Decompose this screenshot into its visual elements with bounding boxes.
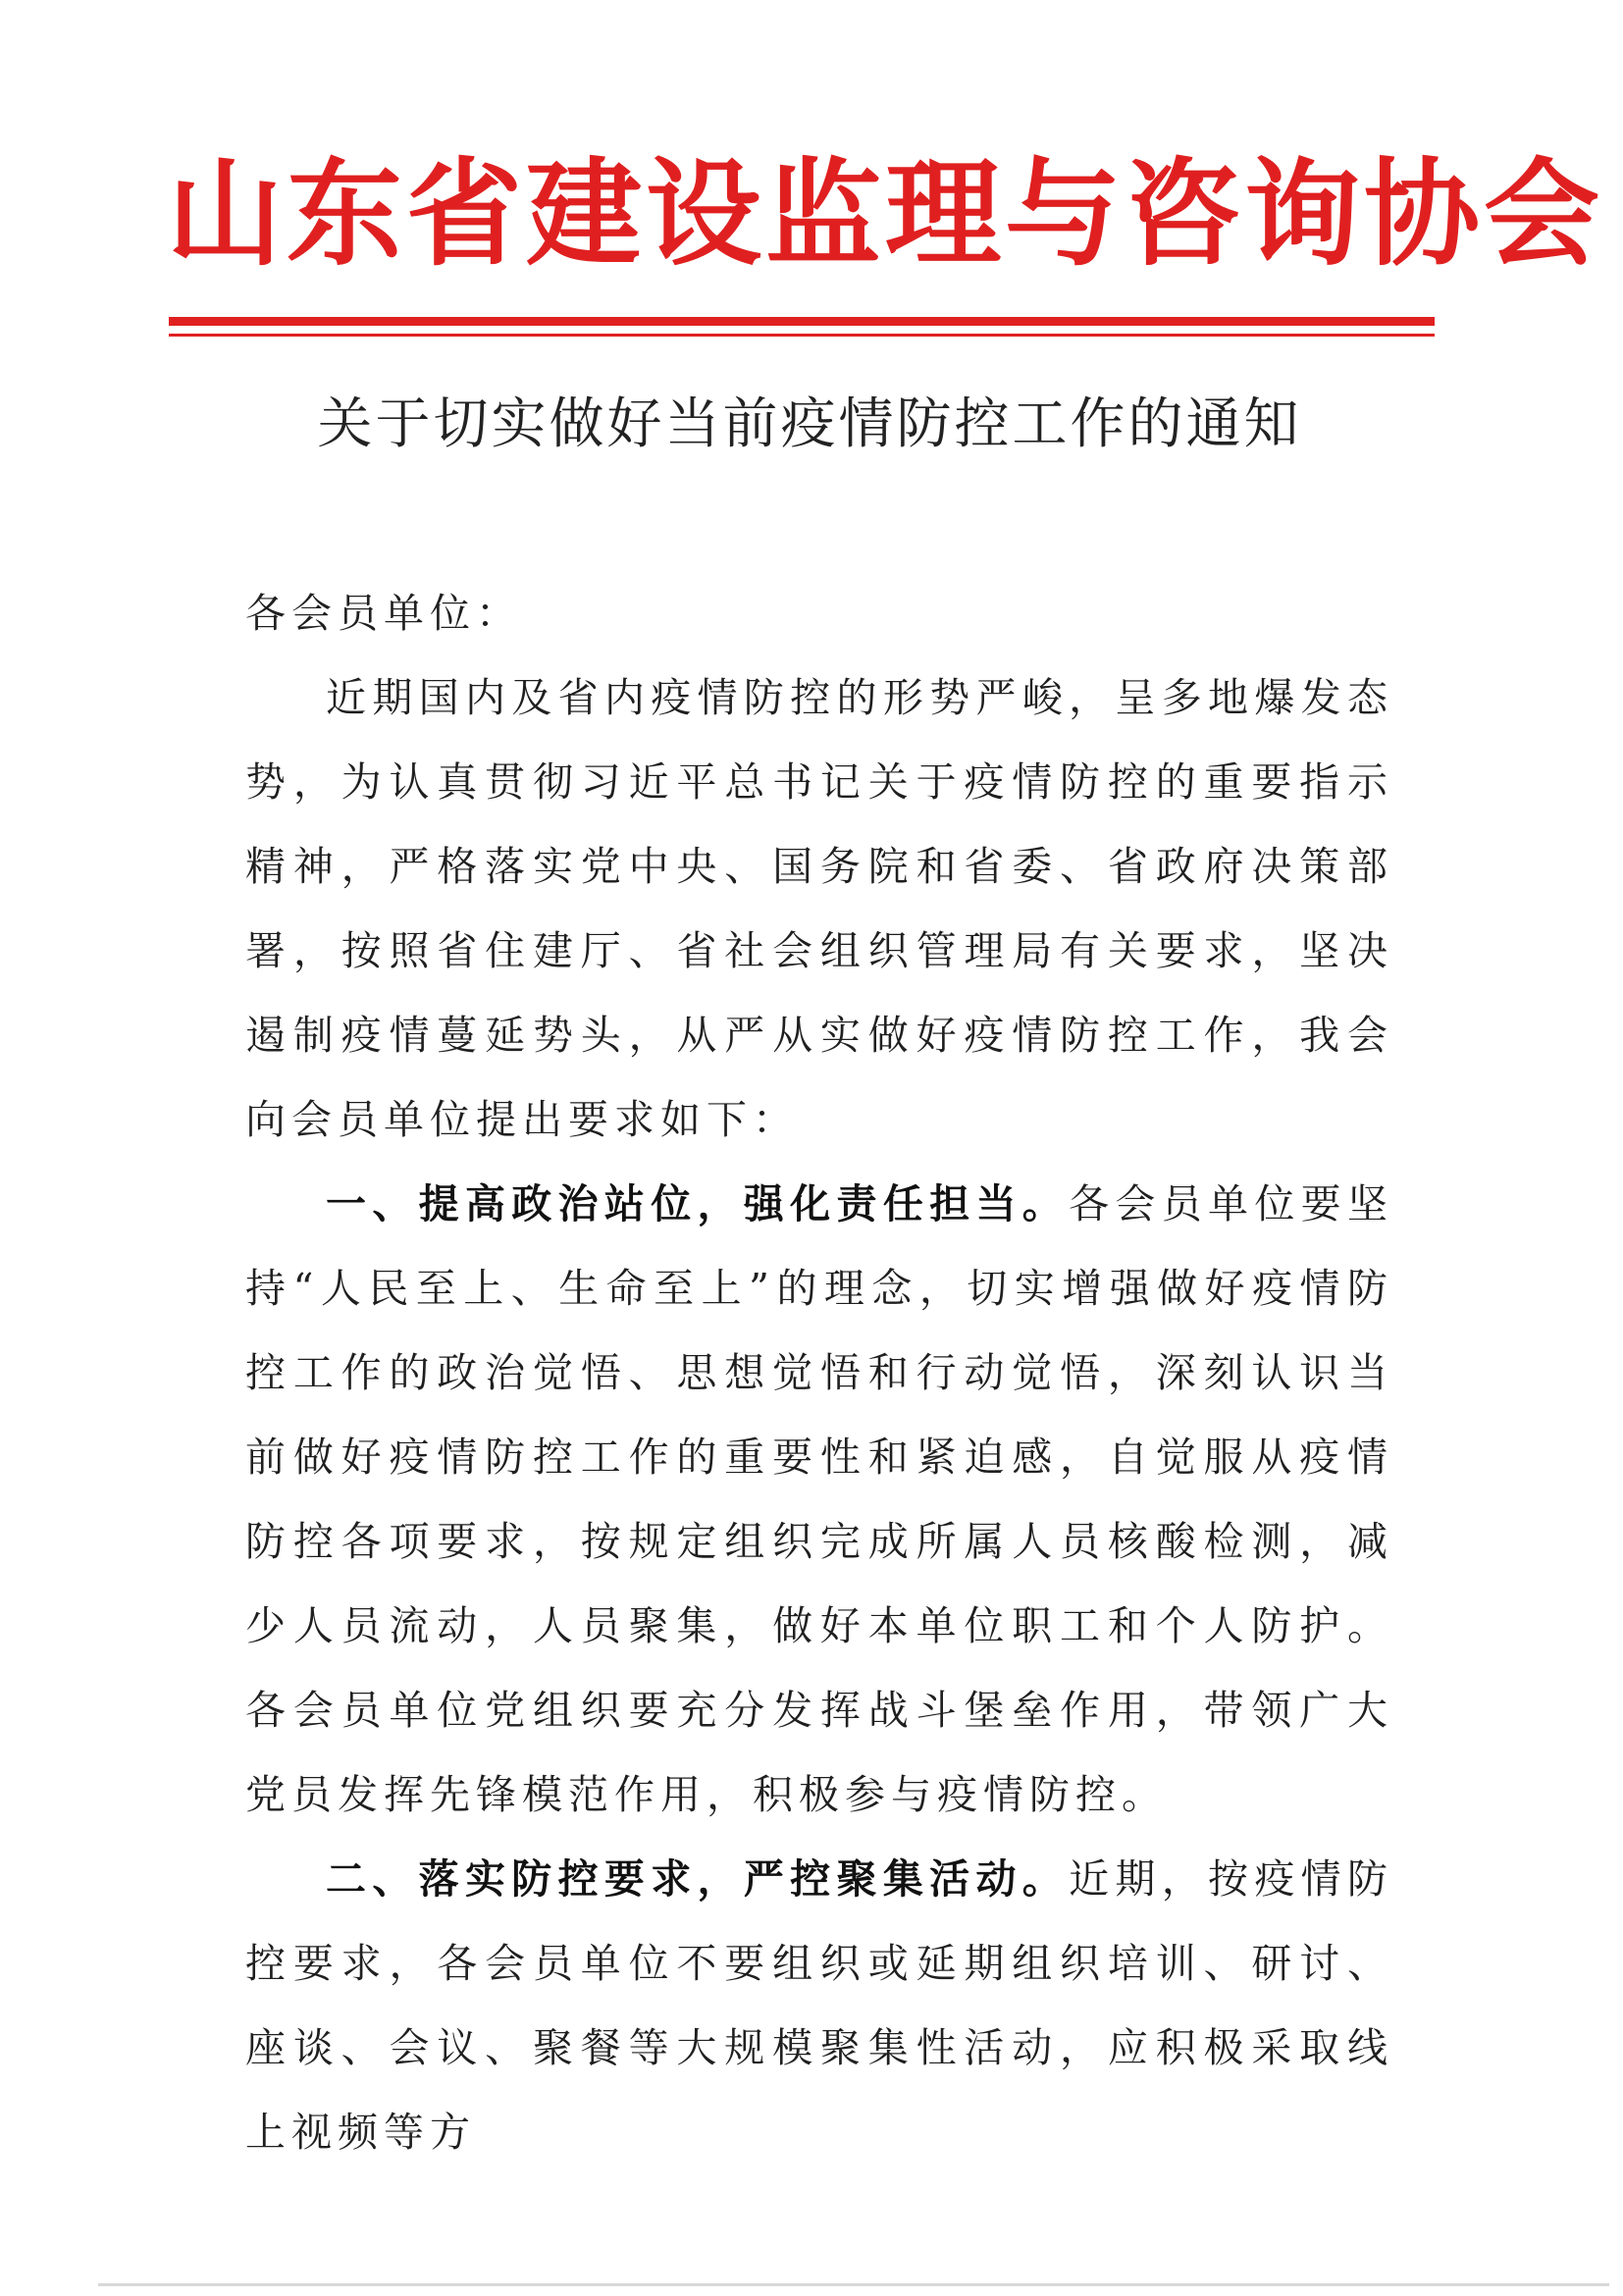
intro-paragraph: 近期国内及省内疫情防控的形势严峻，呈多地爆发态势，为认真贯彻习近平总书记关于疫情防控的重要指示精神，严格落实党中央、国务院和省委、省政府决策部署，按照省住建厅、省社会组织管理局有关要求，坚决遏制疫情蔓延势头，从严从实做好疫情防控工作，我会向会员单位提出要求如下： xyxy=(245,674,1393,1143)
letterhead-divider-thin xyxy=(169,334,1435,337)
section-2-heading: 二、落实防控要求，严控聚集活动。 xyxy=(326,1855,1070,1903)
salutation: 各会员单位： xyxy=(245,590,522,637)
organization-letterhead: 山东省建设监理与咨询协会 xyxy=(167,146,1604,282)
document-title: 关于切实做好当前疫情防控工作的通知 xyxy=(317,392,1302,456)
scan-edge-line xyxy=(98,2283,1609,2286)
document-body xyxy=(245,571,1393,2174)
section-1-body: 各会员单位要坚持“人民至上、生命至上”的理念，切实增强做好疫情防控工作的政治觉悟、思想觉悟和行动觉悟，深刻认识当前做好疫情防控工作的重要性和紧迫感，自觉服从疫情防控各项要求，按规定组织完成所属人员核酸检测，减少人员流动，人员聚集，做好本单位职工和个人防护。各会员单位党组织要充分发挥战斗堡垒作用，带领广大党员发挥先锋模范作用，积极参与疫情防控。 xyxy=(245,1180,1394,1818)
section-2-body: 近期，按疫情防控要求，各会员单位不要组织或延期组织培训、研讨、座谈、会议、聚餐等大规模聚集性活动，应积极采取线上视频等方 xyxy=(245,1855,1394,2156)
section-1-heading: 一、提高政治站位，强化责任担当。 xyxy=(326,1180,1070,1227)
letterhead-divider-thick xyxy=(169,317,1435,326)
section-2-paragraph xyxy=(245,1837,1393,2174)
section-1-paragraph xyxy=(245,1162,1393,1837)
